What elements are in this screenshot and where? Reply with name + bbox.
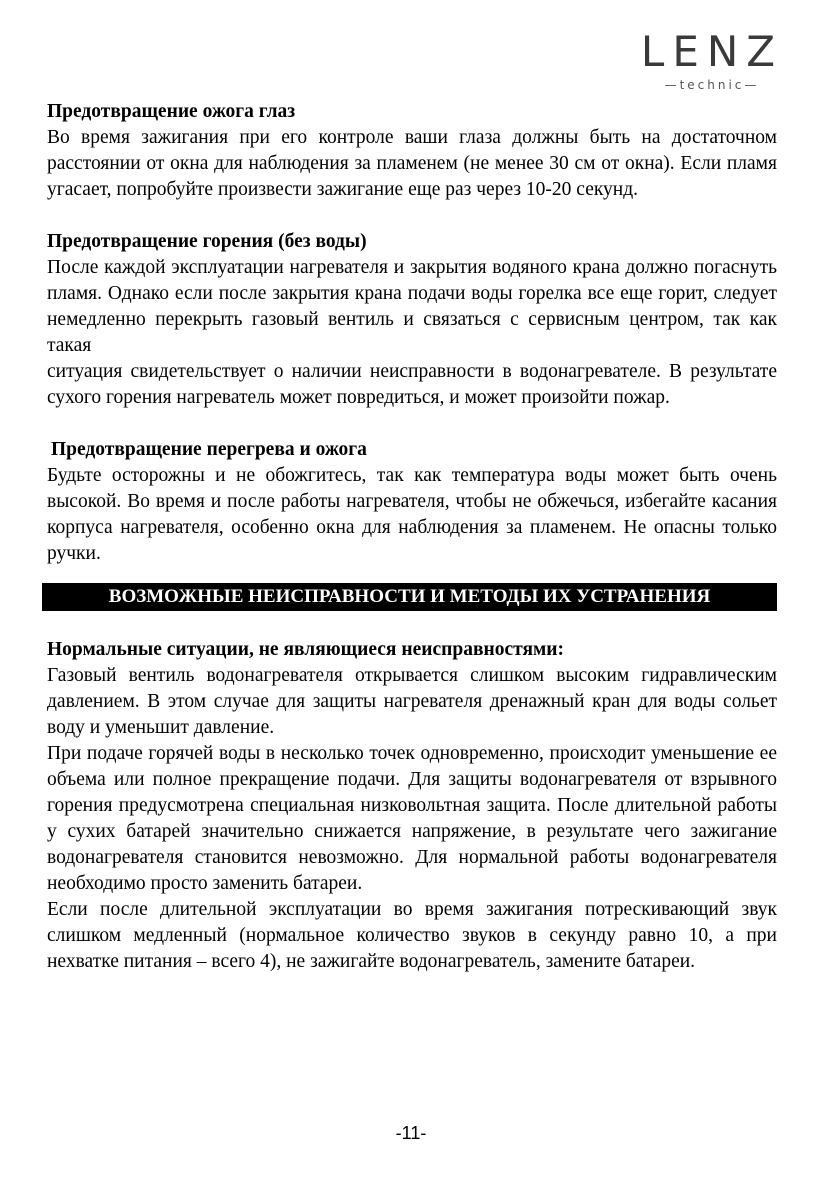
section-overheat [47, 437, 777, 567]
section-dry-burn [47, 229, 777, 411]
section-eye-burn [47, 99, 777, 203]
section-heading: Нормальные ситуации, не являющиеся неисправностями: [47, 639, 565, 660]
lenz-logo [632, 28, 792, 98]
logo-brand: LENZ [640, 27, 784, 76]
section-normal-situations [47, 637, 777, 975]
section-heading: Предотвращение горения (без воды) [47, 231, 367, 252]
logo-subtitle: —technic— [664, 78, 760, 92]
section-heading: Предотвращение ожога глаз [47, 101, 296, 122]
paragraph: Если после длительной эксплуатации во время зажигания потрескивающий звук слишком медленный (нормальное количество звуков в секунду равно 10, а при нехватке питания – всего 4), не зажигайте водонагреватель, замените батареи. [47, 899, 777, 972]
paragraph: ситуация свидетельствует о наличии неисправности в водонагревателе. В результате сухого горения нагреватель может повредиться, и может произойти пожар. [47, 361, 777, 408]
section-heading: Предотвращение перегрева и ожога [51, 439, 367, 460]
troubleshooting-banner: ВОЗМОЖНЫЕ НЕИСПРАВНОСТИ И МЕТОДЫ ИХ УСТРАНЕНИЯ [42, 583, 777, 611]
page-number: -11- [395, 1123, 427, 1143]
paragraph: После каждой эксплуатации нагревателя и закрытия водяного крана должно погаснуть пламя. Однако если после закрытия крана подачи воды горелка все еще горит, следует немедленно перекрыть газовый вентиль и связаться с сервисным центром, так как такая [47, 257, 777, 356]
paragraph: При подаче горячей воды в несколько точек одновременно, происходит уменьшение ее объема или полное прекращение подачи. Для защиты водонагревателя от взрывного горения предусмотрена специальная низковольтная защита. После длительной работы у сухих батарей значительно снижается напряжение, в результате чего зажигание водонагревателя становится невозможно. Для нормальной работы водонагревателя необходимо просто заменить батареи. [47, 743, 777, 894]
paragraph: Газовый вентиль водонагревателя открывается слишком высоким гидравлическим давлением. В этом случае для защиты нагревателя дренажный кран для воды сольет воду и уменьшит давление. [47, 665, 777, 738]
paragraph: Будьте осторожны и не обожгитесь, так как температура воды может быть очень высокой. Во время и после работы нагревателя, чтобы не обжечься, избегайте касания корпуса нагревателя, особенно окна для наблюдения за пламенем. Не опасны только ручки. [47, 465, 777, 564]
document-body [47, 99, 777, 1001]
paragraph: Во время зажигания при его контроле ваши глаза должны быть на достаточном расстоянии от окна для наблюдения за пламенем (не менее 30 см от окна). Если пламя угасает, попробуйте произвести зажигание еще раз через 10-20 секунд. [47, 127, 777, 200]
